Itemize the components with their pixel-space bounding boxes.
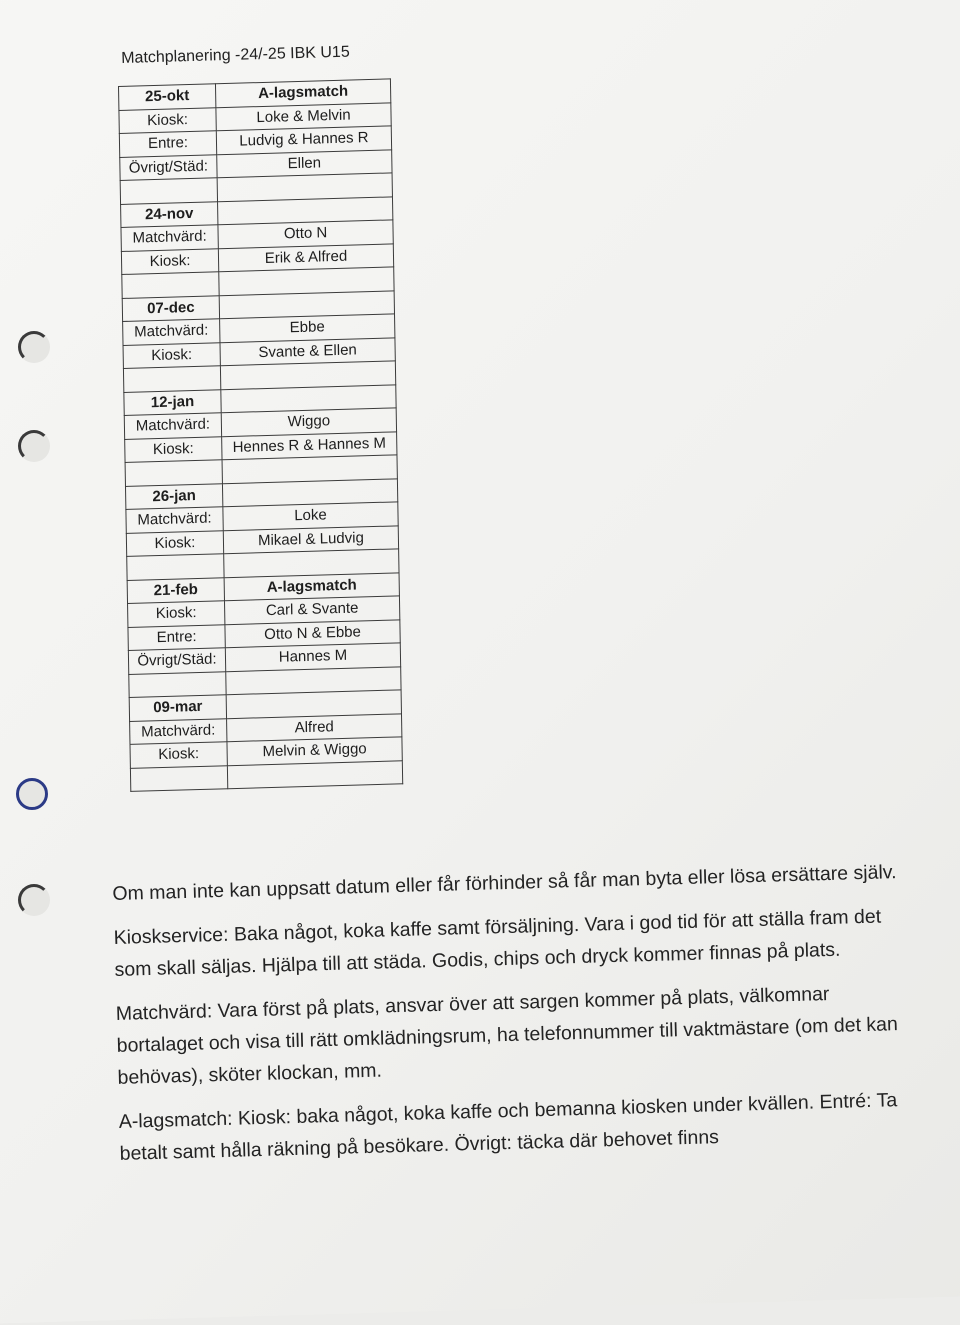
schedule-assignee-cell: Mikael & Ludvig <box>223 525 398 553</box>
schedule-assignee-cell: Ebbe <box>220 314 395 342</box>
schedule-assignee-cell: A-lagsmatch <box>224 572 399 600</box>
schedule-role-cell: Kiosk: <box>130 742 227 768</box>
schedule-role-cell: Kiosk: <box>119 107 216 133</box>
schedule-role-cell: 26-jan <box>125 483 222 509</box>
binder-hole-marked-icon <box>16 778 48 810</box>
binder-hole-icon <box>18 331 50 363</box>
schedule-role-cell: 09-mar <box>129 695 226 721</box>
schedule-assignee-cell: Carl & Svante <box>224 596 399 624</box>
schedule-assignee-cell: Alfred <box>227 713 402 741</box>
schedule-role-cell: 25-okt <box>119 84 216 110</box>
schedule-role-cell: Kiosk: <box>126 530 223 556</box>
note-paragraph: A-lagsmatch: Kiosk: baka något, koka kaffe och bemanna kiosken under kvällen. Entré: Ta betalt samt hålla räkning på besökare. Övrigt: täcka där behovet finns <box>118 1089 898 1165</box>
schedule-role-cell: Övrigt/Städ: <box>128 648 225 674</box>
schedule-role-cell: 24-nov <box>121 201 218 227</box>
schedule-role-cell: Övrigt/Städ: <box>120 154 217 180</box>
schedule-role-cell: 21-feb <box>127 577 224 603</box>
schedule-role-cell <box>127 554 224 580</box>
schedule-role-cell: Matchvärd: <box>124 413 221 439</box>
schedule-assignee-cell: Hannes M <box>225 643 400 671</box>
schedule-table <box>118 78 403 792</box>
binder-hole-icon <box>18 884 50 916</box>
schedule-role-cell <box>125 460 222 486</box>
schedule-assignee-cell: Erik & Alfred <box>218 243 393 271</box>
note-paragraph: Kioskservice: Baka något, koka kaffe samt försäljning. Vara i god tid för att ställa fram det som skall säljas. Hjälpa till att städa. Godis, chips och dryck kommer finnas på plats. <box>113 905 882 981</box>
schedule-role-cell: 12-jan <box>124 389 221 415</box>
schedule-role-cell: Entre: <box>119 131 216 157</box>
schedule-role-cell <box>122 272 219 298</box>
schedule-role-cell: Matchvärd: <box>126 507 223 533</box>
schedule-role-cell: Matchvärd: <box>121 225 218 251</box>
schedule-role-cell: Kiosk: <box>121 248 218 274</box>
schedule-assignee-cell: A-lagsmatch <box>215 79 390 107</box>
schedule-assignee-cell: Wiggo <box>221 408 396 436</box>
schedule-role-cell: 07-dec <box>122 295 219 321</box>
schedule-assignee-cell: Otto N & Ebbe <box>225 619 400 647</box>
schedule-assignee-cell: Hennes R & Hannes M <box>222 431 397 459</box>
schedule-assignee-cell: Loke <box>223 502 398 530</box>
schedule-role-cell <box>130 765 227 791</box>
schedule-assignee-cell: Ludvig & Hannes R <box>216 126 391 154</box>
schedule-role-cell: Kiosk: <box>125 436 222 462</box>
schedule-role-cell: Kiosk: <box>123 342 220 368</box>
schedule-assignee-cell: Ellen <box>217 149 392 177</box>
note-paragraph: Om man inte kan uppsatt datum eller får förhinder så får man byta eller lösa ersättare själv. <box>112 861 897 905</box>
schedule-assignee-cell: Loke & Melvin <box>216 102 391 130</box>
note-paragraph: Matchvärd: Vara först på plats, ansvar över att sargen kommer på plats, välkomnar bortalaget och visa till rätt omklädningsrum, ha telefonnummer till vaktmästare (om det kan behövas), sköter klockan, mm. <box>115 983 899 1089</box>
binder-hole-icon <box>18 430 50 462</box>
notes-section <box>112 856 920 1182</box>
document-title: Matchplanering -24/-25 IBK U15 <box>121 43 350 67</box>
schedule-assignee-cell: Melvin & Wiggo <box>227 737 402 765</box>
schedule-role-cell: Matchvärd: <box>130 718 227 744</box>
schedule-role-cell: Kiosk: <box>128 601 225 627</box>
schedule-role-cell <box>120 178 217 204</box>
schedule-assignee-cell <box>227 760 402 788</box>
schedule-role-cell: Entre: <box>128 624 225 650</box>
schedule-assignee-cell: Svante & Ellen <box>220 337 395 365</box>
schedule-role-cell: Matchvärd: <box>123 319 220 345</box>
schedule-assignee-cell: Otto N <box>218 220 393 248</box>
schedule-role-cell <box>129 671 226 697</box>
schedule-role-cell <box>123 366 220 392</box>
